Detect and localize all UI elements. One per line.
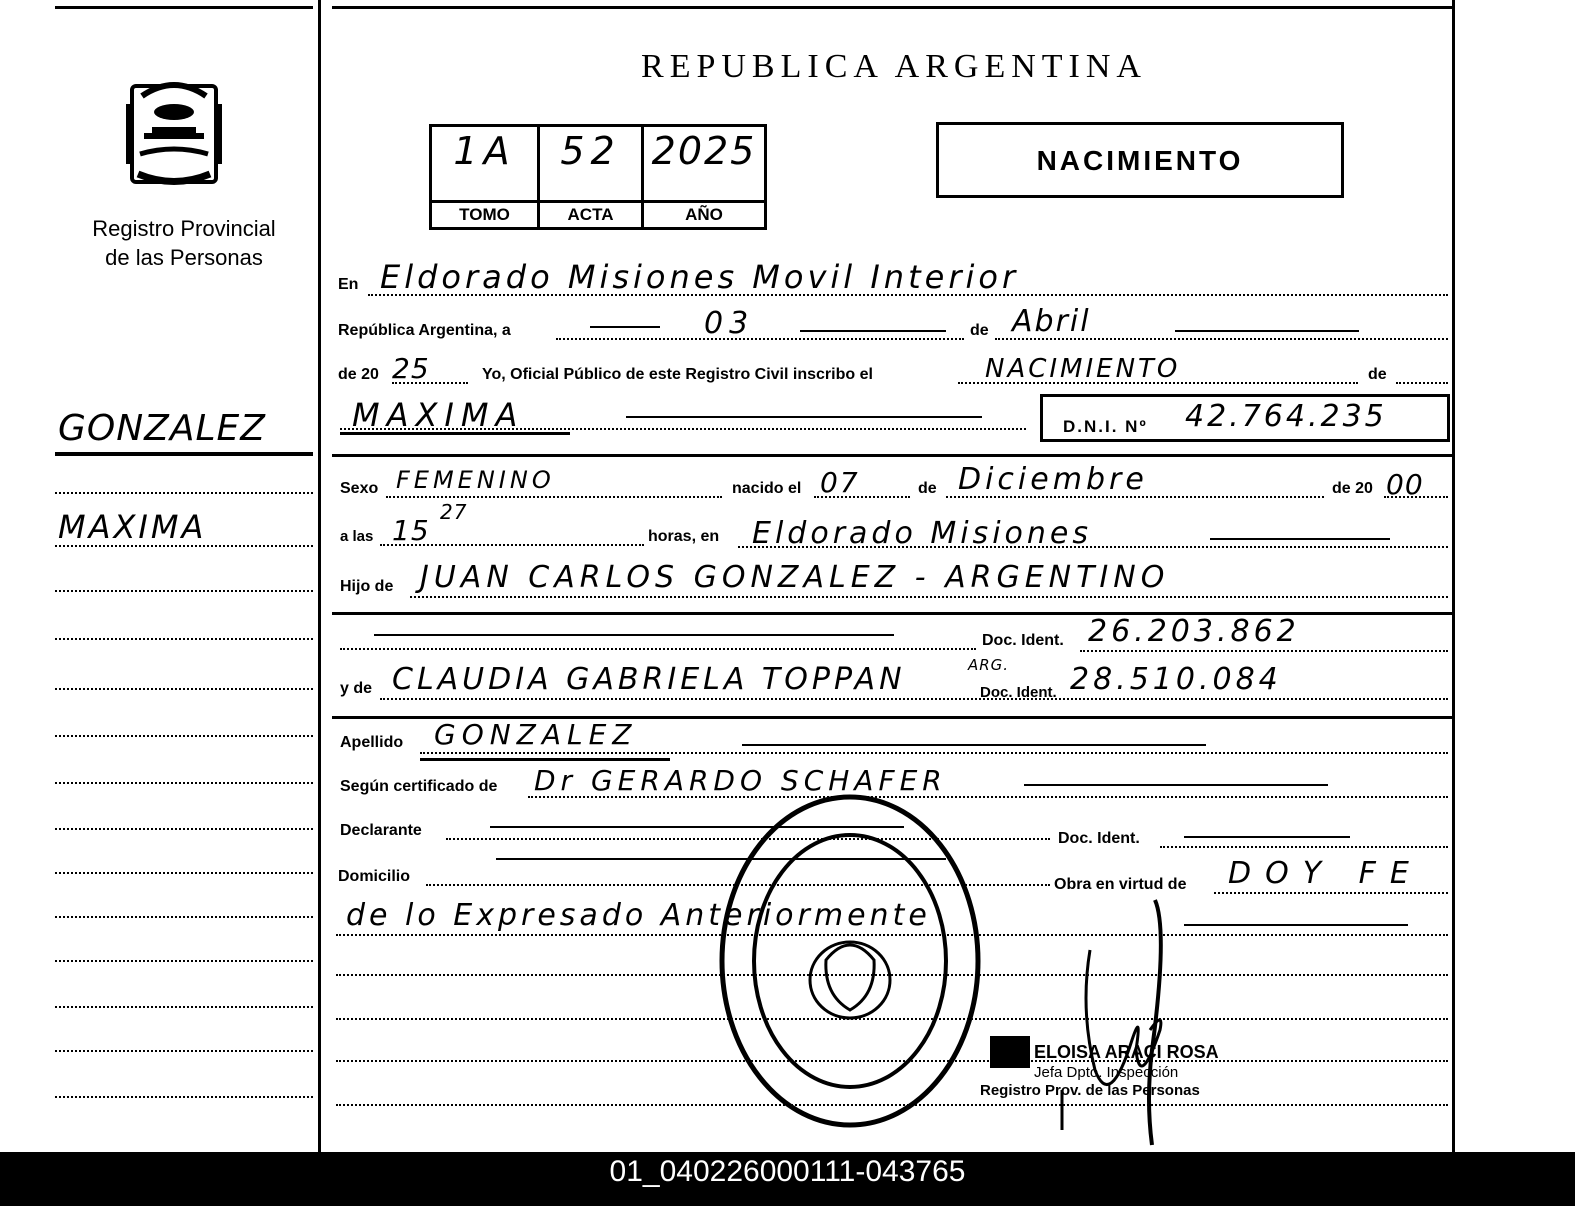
obra-dots [1214,892,1448,894]
birth-month-dots [946,496,1324,498]
type-box [936,122,1344,198]
hijo-label: Hijo de [340,578,394,595]
birth-place-dots [738,546,1448,548]
day-value: 03 [704,306,755,341]
acta-value: 52 [560,129,621,173]
dni-label: D.N.I. Nº [1063,417,1148,436]
continuation-dash [1184,924,1408,926]
year2-value: 25 [392,352,430,385]
sexo-value: FEMENINO [396,466,555,494]
en-value: Eldorado Misiones Movil Interior [380,258,1020,296]
year2-dots [392,382,468,384]
birth-place-value: Eldorado Misiones [752,516,1092,551]
father-value: JUAN CARLOS GONZALEZ - ARGENTINO [420,560,1170,595]
dni-value: 42.764.235 [1185,399,1387,434]
mother-dots [380,698,1448,700]
acta-cell [537,124,644,230]
margin-name: MAXIMA [58,508,207,546]
horas-label: horas, en [648,528,720,545]
margin-surname: GONZALEZ [58,408,266,449]
de-label-3: de [918,480,937,497]
dni-box [1040,394,1450,442]
obra-continuation: de lo Expresado Anteriormente [346,898,931,933]
tomo-cell [429,124,540,230]
month-dots [995,338,1448,340]
name-dash [626,416,982,418]
father-doc-value: 26.203.862 [1088,614,1300,649]
tomo-value: 1A [453,129,516,173]
de-label-2: de [1368,366,1387,383]
anio-value: 2025 [651,129,757,173]
doc-label-mother: Doc. Ident. [980,684,1057,701]
rep-dash-2 [800,330,946,332]
signature [1040,890,1180,1150]
section-rule-1 [332,454,1452,457]
obra-label: Obra en virtud de [1054,876,1187,893]
father-doc-dots-left [340,648,976,650]
stamp-org: Registro Prov. de las Personas [980,1082,1200,1099]
anio-cell [641,124,767,230]
margin-line-2 [55,545,313,547]
sexo-label: Sexo [340,480,379,497]
nacido-label: nacido el [732,480,802,497]
father-doc-dots [1080,650,1448,652]
rep-dash-1 [590,326,660,328]
act-value: NACIMIENTO [985,354,1181,384]
name-underline [340,432,570,435]
anio-label: AÑO [644,200,764,227]
stamp-name: ELOISA ARACI ROSA [1034,1042,1219,1062]
margin-line-5 [55,688,313,690]
birth-place-dash [1210,538,1390,540]
declarante-doc-dash [1184,836,1350,838]
margin-line-14 [55,1096,313,1098]
margin-line-4 [55,638,313,640]
doctor-value: Dr GERARDO SCHAFER [534,764,947,797]
top-rule-right [332,6,1452,9]
margin-surname-underline [55,452,313,456]
alas-label: a las [340,528,374,545]
tomo-label: TOMO [432,200,537,227]
doctor-dots [528,796,1448,798]
birth-day-dots [814,496,910,498]
margin-line-12 [55,1006,313,1008]
margin-line-13 [55,1050,313,1052]
father-dash [374,634,894,636]
rep-label: República Argentina, a [338,322,511,339]
de2000-label: de 20 [1332,480,1373,497]
margin-line-6 [55,735,313,737]
document-id-bar [0,1152,1575,1206]
apellido-label: Apellido [340,734,404,751]
apellido-dash [742,744,1206,746]
de-label: de [970,322,989,339]
en-label: En [338,276,359,293]
registry-line2: de las Personas [105,245,263,270]
mother-value: CLAUDIA GABRIELA TOPPAN [392,662,906,697]
name-value: MAXIMA [352,396,525,434]
domicilio-label: Domicilio [338,868,411,885]
segun-label: Según certificado de [340,778,498,795]
margin-line-10 [55,916,313,918]
mother-doc-value: 28.510.084 [1070,662,1282,697]
type-box-label: NACIMIENTO [1036,145,1244,176]
margin-line-9 [55,872,313,874]
time-dots [380,544,644,546]
doc-label-2: Doc. Ident. [1058,830,1140,847]
apellido-value: GONZALEZ [434,718,638,751]
registry-line1: Registro Provincial [92,216,276,241]
birth-day-value: 07 [820,466,860,499]
right-border [1452,0,1455,1152]
de-dots-2 [1396,382,1448,384]
birth-year2-dots [1384,496,1448,498]
hour-value: 15 [392,514,430,547]
rep-dots [556,338,964,340]
margin-line-7 [55,782,313,784]
en-dots [368,294,1448,296]
obra-value: DOY FE [1228,856,1423,891]
official-seal [716,790,984,1132]
margin-line-3 [55,590,313,592]
margin-line-11 [55,960,313,962]
birth-year2-value: 00 [1386,468,1424,501]
doc-label: Doc. Ident. [982,632,1064,649]
month-value: Abril [1012,304,1091,339]
acta-label: ACTA [540,200,641,227]
name-dots [340,428,1026,430]
document-id: 01_040226000111-043765 [609,1155,966,1188]
yde-label: y de [340,680,373,697]
declarante-label: Declarante [340,822,422,839]
top-rule-left [55,6,313,9]
de20-label: de 20 [338,366,379,383]
yo-label: Yo, Oficial Público de este Registro Civil inscribo el [482,366,873,383]
minute-value: 27 [440,500,468,524]
apellido-dots [420,752,1448,754]
margin-line-8 [55,828,313,830]
margin-line-1 [55,492,313,494]
coat-of-arms-icon [122,74,226,194]
doctor-dash [1024,784,1328,786]
stamp-mark [990,1036,1030,1068]
sexo-dots [386,496,722,498]
stamp-role: Jefa Dpto. Inspección [1034,1064,1179,1081]
birth-month-value: Diciembre [958,462,1148,497]
rep-dash-3 [1175,330,1359,332]
mother-nationality: ARG. [968,656,1010,674]
father-dots [410,596,1448,598]
country-title: REPUBLICA ARGENTINA [641,48,1147,85]
official-stamp [980,1036,1290,1106]
declarante-doc-dots [1160,846,1448,848]
left-column-border [318,0,321,1152]
apellido-underline [420,758,670,761]
